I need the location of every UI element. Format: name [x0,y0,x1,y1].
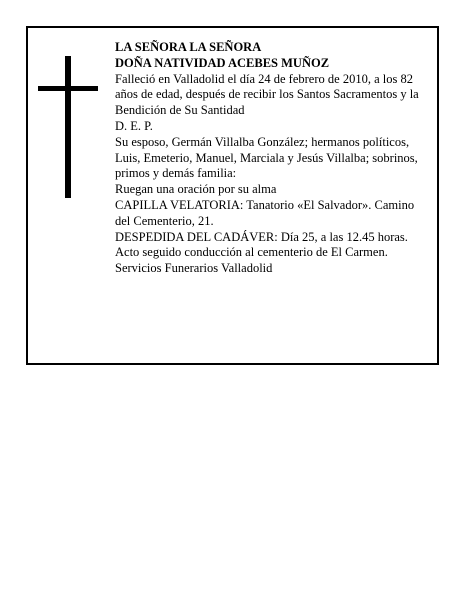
deceased-name: DOÑA NATIVIDAD ACEBES MUÑOZ [115,55,330,70]
heading-title: LA SEÑORA LA SEÑORA [115,40,262,54]
rip-line: D. E. P. [115,118,153,133]
death-announcement: Falleció en Valladolid el día 24 de febrero de 2010, a los 82 años de edad, después de recibir los Santos Sacramentos y la Bendición de Su Santidad [115,71,419,118]
latin-cross-icon [38,56,98,198]
family-line: Su esposo, Germán Villalba González; hermanos políticos, Luis, Emeterio, Manuel, Marciala y Jesús Villalba; sobrinos, primos y demás familia: [115,134,418,181]
cross-vertical-bar [65,56,71,198]
chapel-line: CAPILLA VELATORIA: Tanatorio «El Salvador». Camino del Cementerio, 21. [115,197,415,228]
funeral-services-line: Servicios Funerarios Valladolid [115,261,273,276]
prayer-line: Ruegan una oración por su alma [115,182,277,197]
farewell-line: DESPEDIDA DEL CADÁVER: Día 25, a las 12.45 horas. Acto seguido conducción al cementerio de El Carmen. [115,229,408,260]
obituary-notice [26,26,439,365]
notice-text [115,40,430,277]
cross-horizontal-bar [38,86,98,91]
